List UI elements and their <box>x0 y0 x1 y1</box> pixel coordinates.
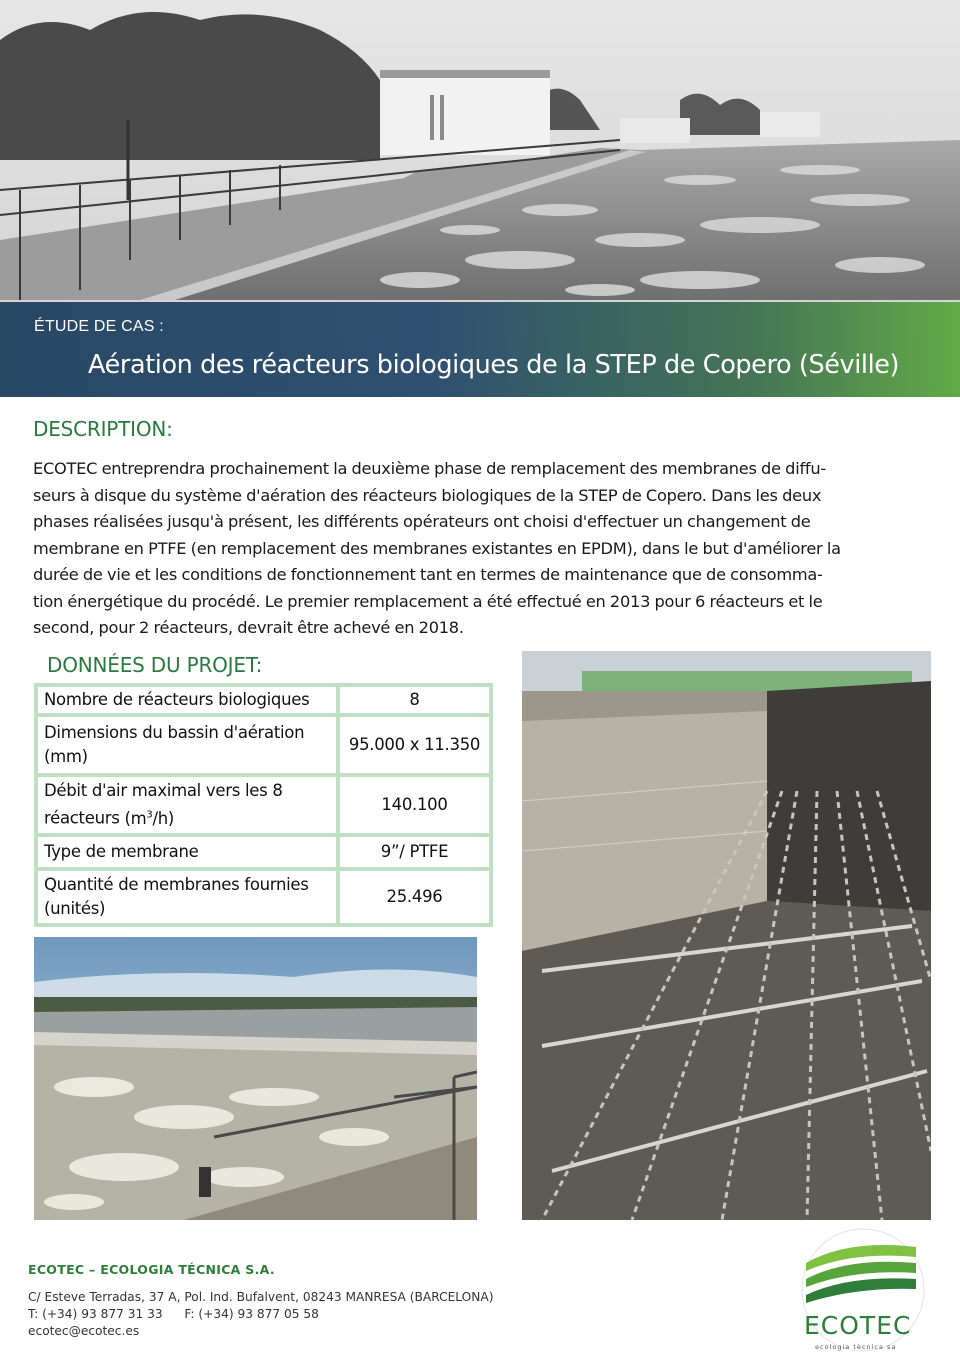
footer-fax: F: (+34) 93 877 05 58 <box>184 1307 319 1321</box>
table-row <box>36 835 491 869</box>
diffusers-photo <box>522 651 931 1220</box>
page-title: Aération des réacteurs biologiques de la STEP de Copero (Séville) <box>88 350 900 380</box>
table-row <box>36 869 491 925</box>
footer-phone-fax <box>28 1307 319 1321</box>
row-value: 95.000 x 11.350 <box>338 715 491 775</box>
row-label: Type de membrane <box>36 835 338 869</box>
table-row <box>36 685 491 715</box>
table-row <box>36 775 491 835</box>
footer-company: ECOTEC – ECOLOGIA TÉCNICA S.A. <box>28 1262 275 1277</box>
description-heading: DESCRIPTION: <box>33 417 173 441</box>
footer-address: C/ Esteve Terradas, 37 A, Pol. Ind. Bufalvent, 08243 MANRESA (BARCELONA) <box>28 1290 494 1304</box>
row-unit: $(m^3/h)$ <box>124 808 175 828</box>
row-label <box>36 775 338 835</box>
row-label: Nombre de réacteurs biologiques <box>36 685 338 715</box>
description-line: phases réalisées jusqu'à présent, les différents opérateurs ont choisi d'effectuer un changement de <box>33 512 811 531</box>
case-study-label: ÉTUDE DE CAS : <box>34 318 164 335</box>
logo-tagline: ecologia tècnica sa <box>815 1343 897 1351</box>
row-label: Quantité de membranes fournies (unités) <box>36 869 338 925</box>
footer-phone: T: (+34) 93 877 31 33 <box>28 1307 163 1321</box>
description-line: ECOTEC entreprendra prochainement la deuxième phase de remplacement des membranes de diffu- <box>33 459 826 478</box>
footer-email[interactable]: ecotec@ecotec.es <box>28 1324 140 1338</box>
row-value: 140.100 <box>338 775 491 835</box>
description-line: membrane en PTFE (en remplacement des membranes existantes en EPDM), dans le but d'améliorer la <box>33 538 841 558</box>
description-text <box>33 456 929 642</box>
description-line: seurs à disque du système d'aération des réacteurs biologiques de la STEP de Copero. Dans les deux <box>33 485 822 505</box>
logo-name: ECOTEC <box>804 1311 912 1340</box>
row-value: 25.496 <box>338 869 491 925</box>
row-value: 9”/ PTFE <box>338 835 491 869</box>
row-label: Dimensions du bassin d'aération (mm) <box>36 715 338 775</box>
project-data-table <box>34 683 493 927</box>
description-line: second, pour 2 réacteurs, devrait être achevé en 2018. <box>33 618 464 637</box>
description-line: tion énergétique du procédé. Le premier remplacement a été effectué en 2013 pour 6 réacteurs et le <box>33 591 823 611</box>
aeration-basin-photo <box>34 937 477 1220</box>
row-label-text: Débit d'air maximal vers les 8 réacteurs <box>44 781 283 828</box>
project-data-heading: DONNÉES DU PROJET: <box>47 653 263 677</box>
row-value: 8 <box>338 685 491 715</box>
table-row <box>36 715 491 775</box>
description-line: durée de vie et les conditions de fonctionnement tant en termes de maintenance que de consomma- <box>33 565 823 584</box>
